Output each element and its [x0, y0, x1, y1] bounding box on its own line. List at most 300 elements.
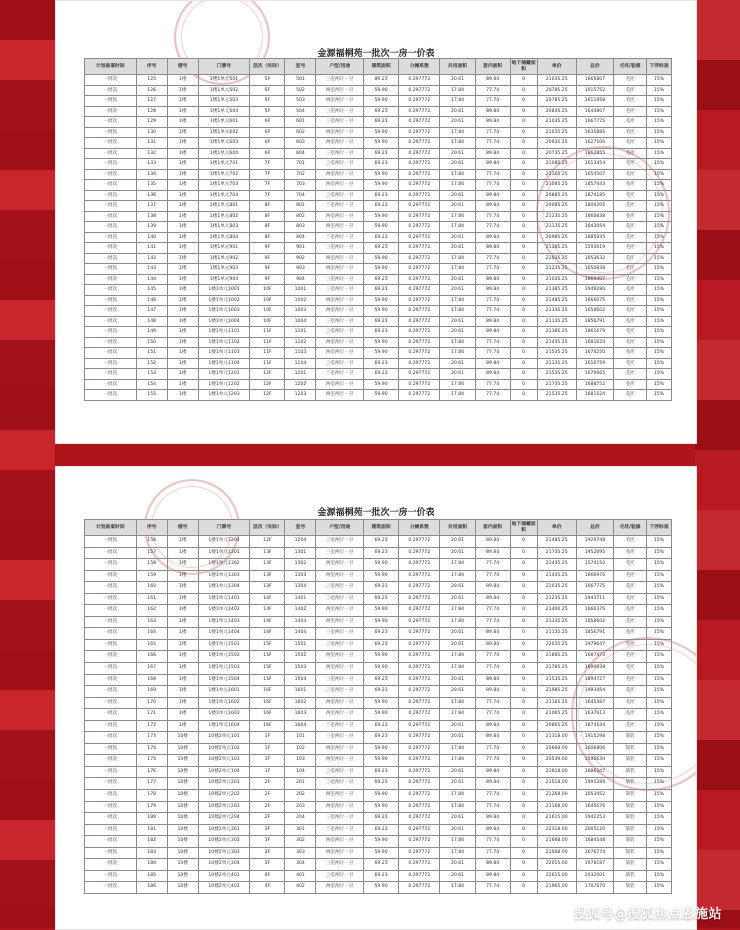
table-cell: 11F: [250, 358, 285, 369]
table-cell: 0: [510, 75, 537, 86]
table-cell: 1楼1单元1603: [198, 709, 250, 721]
table-cell: 一批次: [85, 106, 137, 117]
table-cell: 154: [136, 379, 167, 390]
table-cell: 167: [136, 663, 167, 675]
table-cell: 三室两厅一卫: [316, 232, 364, 243]
table-row: [85, 358, 672, 369]
table-cell: 20.61: [440, 593, 475, 605]
table-cell: 毛坯: [614, 686, 647, 698]
table-cell: 130: [136, 127, 167, 138]
table-cell: 160: [136, 582, 167, 594]
table-cell: 77.74: [475, 847, 510, 859]
table-cell: 1楼1单元1302: [198, 559, 250, 571]
table-cell: 1894727: [576, 674, 613, 686]
table-cell: 1楼: [167, 295, 198, 306]
table-cell: 1650838: [576, 264, 613, 275]
table-cell: 1楼1单元1101: [198, 327, 250, 338]
table-row: [85, 243, 672, 254]
table-cell: 一批次: [85, 264, 137, 275]
table-cell: 毛坯: [614, 651, 647, 663]
table-cell: 17.84: [440, 743, 475, 755]
table-cell: 1楼: [167, 96, 198, 107]
table-cell: 183: [136, 847, 167, 859]
table-cell: 毛坯: [614, 295, 647, 306]
table-cell: 15%: [647, 836, 672, 848]
table-cell: 21965.00: [537, 882, 576, 894]
table-cell: 0: [510, 616, 537, 628]
table-cell: 15%: [647, 743, 672, 755]
table-cell: 17.84: [440, 127, 475, 138]
table-cell: 简装: [614, 824, 647, 836]
table-cell: 毛坯: [614, 190, 647, 201]
table-cell: 601: [285, 117, 316, 128]
table-cell: 20785.25: [537, 96, 576, 107]
table-cell: 一批次: [85, 639, 137, 651]
table-cell: 1楼: [167, 337, 198, 348]
table-cell: 一批次: [85, 148, 137, 159]
table-cell: 902: [285, 253, 316, 264]
table-cell: 89.84: [475, 159, 510, 170]
column-header: 单价: [537, 59, 576, 75]
table-cell: 两室两厅一卫: [316, 211, 364, 222]
table-cell: 804: [285, 232, 316, 243]
table-cell: 21535.25: [537, 390, 576, 401]
table-cell: 20.61: [440, 285, 475, 296]
table-cell: 20.61: [440, 778, 475, 790]
table-cell: 两室两厅一卫: [316, 570, 364, 582]
table-cell: 1304: [285, 582, 316, 594]
table-cell: 两室两厅一卫: [316, 127, 364, 138]
table-cell: 三室两厅一卫: [316, 117, 364, 128]
table-cell: 69.23: [364, 547, 399, 559]
table-cell: 两室两厅一卫: [316, 390, 364, 401]
table-cell: 1楼1单元1401: [198, 593, 250, 605]
table-row: [85, 348, 672, 359]
table-cell: 20.61: [440, 369, 475, 380]
table-cell: 一批次: [85, 790, 137, 802]
table-cell: 一批次: [85, 390, 137, 401]
table-cell: 202: [285, 790, 316, 802]
table-cell: 0: [510, 274, 537, 285]
table-cell: 毛坯: [614, 232, 647, 243]
table-cell: 三室两厅一卫: [316, 327, 364, 338]
table-cell: 182: [136, 836, 167, 848]
table-cell: 103: [285, 755, 316, 767]
table-cell: 14F: [250, 593, 285, 605]
table-cell: 0: [510, 732, 537, 744]
table-cell: 21385.25: [537, 327, 576, 338]
table-cell: 20.61: [440, 859, 475, 871]
table-cell: 1995289: [576, 778, 613, 790]
table-cell: 1楼1单元504: [198, 106, 250, 117]
table-cell: 17.84: [440, 85, 475, 96]
table-cell: 0: [510, 593, 537, 605]
table-cell: 三室两厅一卫: [316, 813, 364, 825]
table-cell: 一批次: [85, 663, 137, 675]
table-cell: 150: [136, 337, 167, 348]
table-cell: 0.297772: [399, 253, 440, 264]
table-cell: 171: [136, 709, 167, 721]
table-cell: 2F: [250, 801, 285, 813]
table-cell: 21435.25: [537, 559, 576, 571]
table-cell: 0.297772: [399, 801, 440, 813]
column-header: 序号: [136, 520, 167, 536]
table-cell: 两室两厅一卫: [316, 605, 364, 617]
table-cell: 21165.25: [537, 169, 576, 180]
table-cell: 1979647: [576, 639, 613, 651]
table-row: [85, 663, 672, 675]
table-cell: 毛坯: [614, 253, 647, 264]
table-cell: 203: [285, 801, 316, 813]
table-cell: 145: [136, 285, 167, 296]
table-cell: 20668.00: [537, 743, 576, 755]
table-row: [85, 651, 672, 663]
table-cell: 1楼: [167, 264, 198, 275]
table-cell: 毛坯: [614, 593, 647, 605]
table-cell: 简装: [614, 859, 647, 871]
table-cell: 77.74: [475, 306, 510, 317]
table-cell: 1楼: [167, 697, 198, 709]
table-row: [85, 127, 672, 138]
table-cell: 0.297772: [399, 570, 440, 582]
table-cell: 毛坯: [614, 663, 647, 675]
table-cell: 2005120: [576, 824, 613, 836]
table-cell: 0.297772: [399, 159, 440, 170]
table-cell: 22035.25: [537, 639, 576, 651]
table-cell: 21485.25: [537, 536, 576, 548]
table-cell: 1203: [285, 390, 316, 401]
table-cell: 21135.25: [537, 628, 576, 640]
table-cell: 17.84: [440, 253, 475, 264]
table-cell: 186: [136, 882, 167, 894]
table-cell: 127: [136, 96, 167, 107]
table-cell: 1885835: [576, 232, 613, 243]
table-cell: 1楼1单元901: [198, 243, 250, 254]
table-cell: 1楼1单元1404: [198, 628, 250, 640]
table-cell: 17.84: [440, 180, 475, 191]
table-cell: 0.297772: [399, 847, 440, 859]
table-cell: 6F: [250, 148, 285, 159]
table-cell: 一批次: [85, 253, 137, 264]
table-cell: 142: [136, 253, 167, 264]
table-cell: 77.74: [475, 180, 510, 191]
table-cell: 8F: [250, 222, 285, 233]
table-cell: 两室两厅一卫: [316, 709, 364, 721]
table-row: [85, 159, 672, 170]
table-cell: 77.74: [475, 801, 510, 813]
table-cell: 59.90: [364, 96, 399, 107]
table-cell: 170: [136, 697, 167, 709]
table-cell: 22318.00: [537, 824, 576, 836]
table-cell: 69.23: [364, 285, 399, 296]
table-cell: 1楼1单元1601: [198, 686, 250, 698]
table-cell: 21035.25: [537, 274, 576, 285]
table-cell: 21785.25: [537, 663, 576, 675]
table-cell: 77.74: [475, 264, 510, 275]
table-cell: 两室两厅一卫: [316, 85, 364, 96]
table-cell: 1楼1单元702: [198, 169, 250, 180]
table-cell: 10F: [250, 306, 285, 317]
table-cell: 15%: [647, 824, 672, 836]
table-cell: 一批次: [85, 859, 137, 871]
table-cell: 1861679: [576, 327, 613, 338]
table-cell: 0: [510, 285, 537, 296]
table-row: [85, 211, 672, 222]
column-header: 室号: [285, 520, 316, 536]
table-cell: 0: [510, 306, 537, 317]
table-cell: 17.84: [440, 697, 475, 709]
table-cell: 20.61: [440, 243, 475, 254]
table-cell: 59.90: [364, 390, 399, 401]
table-cell: 一批次: [85, 306, 137, 317]
table-cell: 17.84: [440, 616, 475, 628]
table-cell: 毛坯: [614, 127, 647, 138]
table-cell: 12F: [250, 379, 285, 390]
table-cell: 一批次: [85, 232, 137, 243]
table-cell: 1657443: [576, 180, 613, 191]
table-cell: 1楼: [167, 559, 198, 571]
table-cell: 0: [510, 882, 537, 894]
table-cell: 10F: [250, 285, 285, 296]
table-cell: 69.23: [364, 159, 399, 170]
table-cell: 1F: [250, 732, 285, 744]
table-cell: 69.23: [364, 732, 399, 744]
table-cell: 173: [136, 732, 167, 744]
table-cell: 1楼: [167, 190, 198, 201]
table-cell: 180: [136, 813, 167, 825]
table-cell: 10楼: [167, 836, 198, 848]
table-cell: 1874534: [576, 720, 613, 732]
table-cell: 21335.25: [537, 358, 576, 369]
column-header: 户型/用途: [316, 59, 364, 75]
table-cell: 20.61: [440, 106, 475, 117]
table-cell: 0.297772: [399, 127, 440, 138]
table-cell: 1楼1单元1004: [198, 316, 250, 327]
table-cell: 1楼1单元1204: [198, 536, 250, 548]
table-cell: 一批次: [85, 211, 137, 222]
table-cell: 1楼1单元1402: [198, 605, 250, 617]
table-cell: 1943711: [576, 593, 613, 605]
table-row: [85, 686, 672, 698]
table-cell: 89.84: [475, 720, 510, 732]
column-header: 计划备案时间: [85, 59, 137, 75]
table-cell: 89.23: [364, 75, 399, 86]
table-cell: 69.23: [364, 778, 399, 790]
table-cell: 一批次: [85, 201, 137, 212]
table-cell: 15%: [647, 639, 672, 651]
table-row: [85, 337, 672, 348]
table-cell: 1402: [285, 605, 316, 617]
table-cell: 1楼: [167, 674, 198, 686]
table-cell: 21535.25: [537, 369, 576, 380]
table-cell: 三室两厅一卫: [316, 628, 364, 640]
table-cell: 21235.25: [537, 211, 576, 222]
table-cell: 17.84: [440, 390, 475, 401]
table-cell: 1303: [285, 570, 316, 582]
table-cell: 69.23: [364, 358, 399, 369]
table-cell: 1楼1单元704: [198, 190, 250, 201]
table-cell: 0.297772: [399, 559, 440, 571]
table-cell: 一批次: [85, 847, 137, 859]
table-cell: 903: [285, 264, 316, 275]
table-cell: 20985.25: [537, 232, 576, 243]
table-row: [85, 743, 672, 755]
table-cell: 三室两厅一卫: [316, 201, 364, 212]
table-cell: 21035.25: [537, 117, 576, 128]
table-row: [85, 755, 672, 767]
table-cell: 10楼: [167, 847, 198, 859]
table-cell: 0: [510, 180, 537, 191]
table-cell: 15%: [647, 778, 672, 790]
table-cell: 10楼2单元303: [198, 847, 250, 859]
table-cell: 一批次: [85, 813, 137, 825]
table-cell: 15%: [647, 697, 672, 709]
table-cell: 0.297772: [399, 295, 440, 306]
table-cell: 1104: [285, 358, 316, 369]
table-cell: 10F: [250, 316, 285, 327]
table-cell: 一批次: [85, 628, 137, 640]
table-cell: 0.297772: [399, 222, 440, 233]
table-cell: 一批次: [85, 870, 137, 882]
table-cell: 20835.25: [537, 106, 576, 117]
table-cell: 69.23: [364, 201, 399, 212]
table-cell: 89.84: [475, 201, 510, 212]
table-cell: 503: [285, 96, 316, 107]
table-cell: 21035.25: [537, 75, 576, 86]
table-cell: 15%: [647, 790, 672, 802]
table-cell: 三室两厅一卫: [316, 358, 364, 369]
table-cell: 104: [285, 766, 316, 778]
table-cell: 59.90: [364, 138, 399, 149]
table-cell: 15%: [647, 85, 672, 96]
table-cell: 133: [136, 159, 167, 170]
table-cell: 0.297772: [399, 190, 440, 201]
table-cell: 15%: [647, 211, 672, 222]
table-cell: 16F: [250, 709, 285, 721]
table-cell: 89.84: [475, 274, 510, 285]
table-cell: 1403: [285, 616, 316, 628]
table-row: [85, 201, 672, 212]
table-cell: 1楼1单元1001: [198, 285, 250, 296]
table-cell: 一批次: [85, 836, 137, 848]
table-cell: 21035.25: [537, 253, 576, 264]
table-cell: 1653632: [576, 253, 613, 264]
table-cell: 20785.25: [537, 85, 576, 96]
table-cell: 1002: [285, 295, 316, 306]
table-cell: 20935.25: [537, 138, 576, 149]
table-cell: 毛坯: [614, 709, 647, 721]
table-cell: 一批次: [85, 616, 137, 628]
table-cell: 一批次: [85, 732, 137, 744]
table-cell: 10F: [250, 295, 285, 306]
table-cell: 15%: [647, 755, 672, 767]
table-cell: 1楼: [167, 358, 198, 369]
table-cell: 10楼2单元402: [198, 882, 250, 894]
column-header: 室号: [285, 59, 316, 75]
sheet-title: 金源福桐苑一批次一房一价表: [317, 508, 435, 518]
table-cell: 7F: [250, 190, 285, 201]
table-cell: 0: [510, 847, 537, 859]
table-cell: 三室两厅一卫: [316, 243, 364, 254]
table-cell: 1楼: [167, 639, 198, 651]
table-cell: 101: [285, 732, 316, 744]
table-cell: 0: [510, 778, 537, 790]
table-cell: 89.84: [475, 148, 510, 159]
table-cell: 0: [510, 709, 537, 721]
table-cell: 603: [285, 138, 316, 149]
table-cell: 13F: [250, 547, 285, 559]
table-cell: 59.90: [364, 790, 399, 802]
table-cell: 89.84: [475, 316, 510, 327]
table-cell: 14F: [250, 605, 285, 617]
table-cell: 1665807: [576, 75, 613, 86]
table-cell: 21435.25: [537, 337, 576, 348]
table-cell: 三室两厅一卫: [316, 593, 364, 605]
table-cell: 152: [136, 358, 167, 369]
table-cell: 15F: [250, 663, 285, 675]
table-cell: 三室两厅一卫: [316, 686, 364, 698]
table-cell: 两室两厅一卫: [316, 96, 364, 107]
table-cell: 59.90: [364, 169, 399, 180]
table-cell: 1楼: [167, 379, 198, 390]
table-cell: 三室两厅一卫: [316, 148, 364, 159]
table-cell: 0: [510, 720, 537, 732]
table-cell: 0.297772: [399, 616, 440, 628]
table-cell: 17.84: [440, 847, 475, 859]
table-cell: 毛坯: [614, 201, 647, 212]
table-cell: 20.61: [440, 870, 475, 882]
table-cell: 1楼: [167, 605, 198, 617]
table-cell: 69.23: [364, 766, 399, 778]
table-cell: 15F: [250, 639, 285, 651]
table-cell: 10楼: [167, 743, 198, 755]
column-header: 毛坯/装修: [614, 520, 647, 536]
table-cell: 0.297772: [399, 605, 440, 617]
table-cell: 1687473: [576, 651, 613, 663]
table-cell: 17.84: [440, 651, 475, 663]
table-cell: 1楼1单元604: [198, 148, 250, 159]
table-cell: 59.90: [364, 222, 399, 233]
table-cell: 毛坯: [614, 369, 647, 380]
table-cell: 15%: [647, 75, 672, 86]
table-cell: 0.297772: [399, 348, 440, 359]
table-cell: 135: [136, 180, 167, 191]
table-cell: 毛坯: [614, 327, 647, 338]
table-cell: 16F: [250, 686, 285, 698]
table-cell: 77.74: [475, 697, 510, 709]
table-cell: 17.84: [440, 570, 475, 582]
table-cell: 三室两厅一卫: [316, 274, 364, 285]
table-cell: 15%: [647, 138, 672, 149]
table-cell: 21518.00: [537, 778, 576, 790]
table-cell: 89.84: [475, 232, 510, 243]
table-cell: 三室两厅一卫: [316, 720, 364, 732]
table-cell: 1681024: [576, 337, 613, 348]
table-cell: 毛坯: [614, 75, 647, 86]
table-cell: 三室两厅一卫: [316, 75, 364, 86]
table-cell: 1楼: [167, 348, 198, 359]
table-cell: 20.61: [440, 358, 475, 369]
table-cell: 1401: [285, 593, 316, 605]
table-cell: 15%: [647, 628, 672, 640]
column-header: 总价: [576, 59, 613, 75]
column-header: 分摊系数: [399, 520, 440, 536]
table-cell: 149: [136, 327, 167, 338]
table-cell: 毛坯: [614, 720, 647, 732]
table-cell: 59.90: [364, 559, 399, 571]
table-cell: 1楼: [167, 628, 198, 640]
table-cell: 1201: [285, 369, 316, 380]
